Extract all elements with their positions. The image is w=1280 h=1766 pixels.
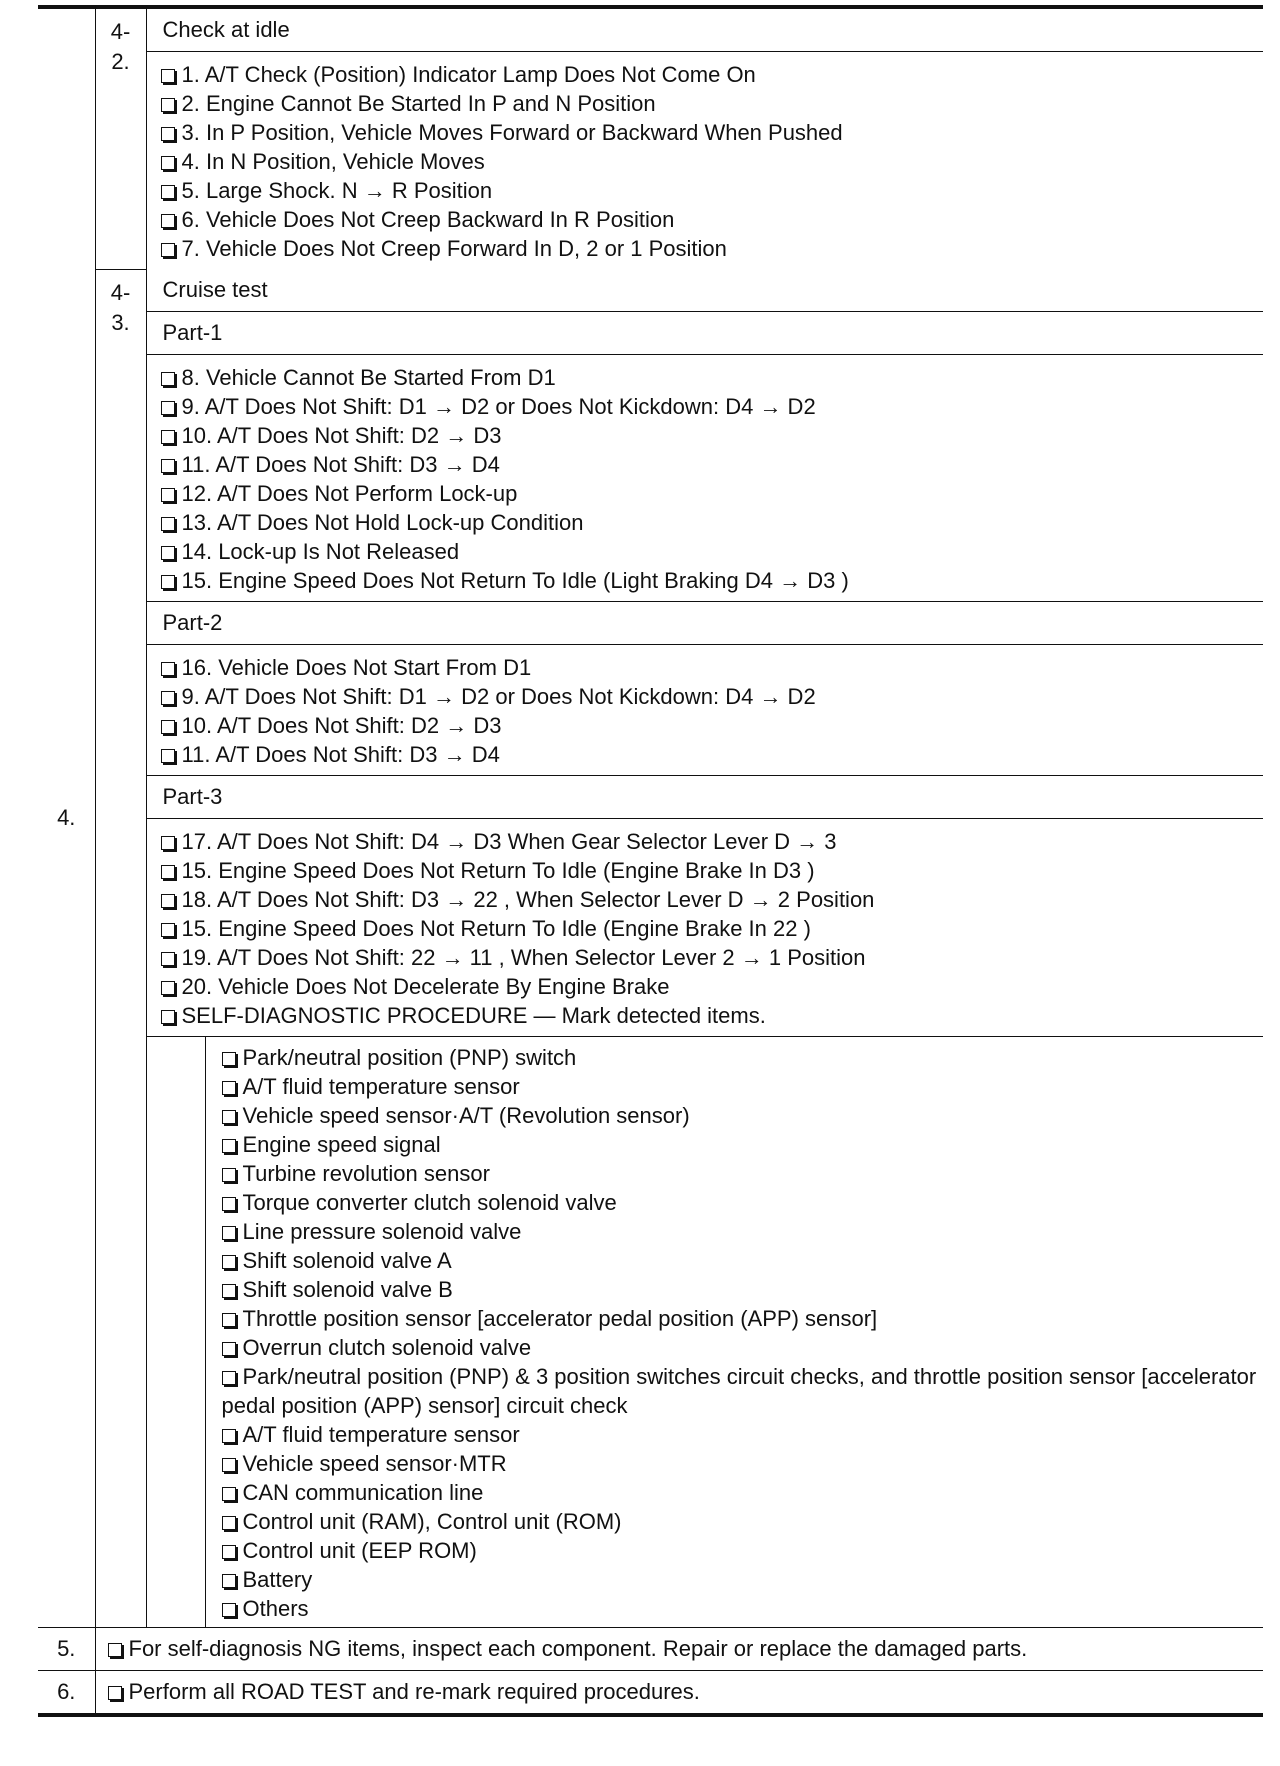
checkbox-icon[interactable] bbox=[161, 98, 175, 112]
checkbox-icon[interactable] bbox=[161, 459, 175, 473]
checkbox-icon[interactable] bbox=[161, 894, 175, 908]
checklist-item-text: 10. A/T Does Not Shift: D2 → D3 bbox=[181, 713, 502, 738]
checklist-item bbox=[222, 1043, 1264, 1072]
idle-check-title: Check at idle bbox=[147, 9, 1264, 52]
cruise-test-title: Cruise test bbox=[147, 269, 1264, 312]
checklist-item bbox=[222, 1362, 1264, 1420]
checklist-item-text: Vehicle speed sensor·A/T (Revolution sensor) bbox=[242, 1103, 690, 1128]
checklist-item-text: CAN communication line bbox=[242, 1480, 484, 1505]
section-4-number: 4. bbox=[38, 7, 95, 1628]
checklist-item bbox=[222, 1333, 1264, 1362]
checklist-item-text: 9. A/T Does Not Shift: D1 → D2 or Does Not Kickdown: D4 → D2 bbox=[181, 394, 816, 419]
checkbox-icon[interactable] bbox=[161, 865, 175, 879]
checklist-item bbox=[161, 682, 1264, 711]
checklist-item bbox=[161, 972, 1264, 1001]
checkbox-icon[interactable] bbox=[222, 1255, 236, 1269]
checklist-item bbox=[222, 1101, 1264, 1130]
checklist-item bbox=[161, 363, 1264, 392]
checklist-item-text: Torque converter clutch solenoid valve bbox=[242, 1190, 617, 1215]
checkbox-icon[interactable] bbox=[222, 1139, 236, 1153]
checkbox-icon[interactable] bbox=[161, 488, 175, 502]
checkbox-icon[interactable] bbox=[108, 1686, 122, 1700]
checklist-item-text: A/T fluid temperature sensor bbox=[242, 1422, 520, 1447]
checkbox-icon[interactable] bbox=[161, 749, 175, 763]
checklist-item bbox=[161, 856, 1264, 885]
checklist-item-text: Engine speed signal bbox=[242, 1132, 441, 1157]
checkbox-icon[interactable] bbox=[161, 185, 175, 199]
checklist-item bbox=[222, 1507, 1264, 1536]
checkbox-icon[interactable] bbox=[161, 517, 175, 531]
checkbox-icon[interactable] bbox=[161, 952, 175, 966]
checklist-item-text: 13. A/T Does Not Hold Lock-up Condition bbox=[181, 510, 584, 535]
section-6-row bbox=[38, 1671, 1263, 1716]
checkbox-icon[interactable] bbox=[222, 1197, 236, 1211]
checklist-item bbox=[161, 450, 1264, 479]
checklist-item-text: 5. Large Shock. N → R Position bbox=[181, 178, 493, 203]
checkbox-icon[interactable] bbox=[161, 575, 175, 589]
checklist-item bbox=[161, 914, 1264, 943]
part-1-list bbox=[147, 355, 1264, 602]
checklist-item-text: 11. A/T Does Not Shift: D3 → D4 bbox=[181, 452, 500, 477]
checklist-item bbox=[222, 1594, 1264, 1623]
checklist-item-text: 17. A/T Does Not Shift: D4 → D3 When Gear Selector Lever D → 3 bbox=[181, 829, 837, 854]
checklist-item-text: 6. Vehicle Does Not Creep Backward In R Position bbox=[181, 207, 675, 232]
checklist-item-text: Shift solenoid valve A bbox=[242, 1248, 452, 1273]
part-3-title: Part-3 bbox=[147, 776, 1264, 819]
checklist-item bbox=[161, 205, 1264, 234]
checklist-item bbox=[222, 1188, 1264, 1217]
checklist-item bbox=[222, 1130, 1264, 1159]
checklist-item-text: Shift solenoid valve B bbox=[242, 1277, 453, 1302]
checkbox-icon[interactable] bbox=[222, 1458, 236, 1472]
checklist-item-text: 11. A/T Does Not Shift: D3 → D4 bbox=[181, 742, 500, 767]
checkbox-icon[interactable] bbox=[161, 691, 175, 705]
checklist-item bbox=[161, 711, 1264, 740]
checkbox-icon[interactable] bbox=[161, 401, 175, 415]
checklist-item bbox=[222, 1565, 1264, 1594]
checkbox-icon[interactable] bbox=[222, 1371, 236, 1385]
checklist-item-text: 2. Engine Cannot Be Started In P and N Position bbox=[181, 91, 656, 116]
part-2-list bbox=[147, 645, 1264, 776]
checkbox-icon[interactable] bbox=[161, 836, 175, 850]
checklist-item bbox=[161, 508, 1264, 537]
checkbox-icon[interactable] bbox=[161, 156, 175, 170]
checklist-item bbox=[161, 537, 1264, 566]
checklist-item-text: Others bbox=[242, 1596, 309, 1621]
part-2-title: Part-2 bbox=[147, 602, 1264, 645]
checkbox-icon[interactable] bbox=[222, 1574, 236, 1588]
idle-check-list bbox=[147, 52, 1264, 270]
checkbox-icon[interactable] bbox=[222, 1168, 236, 1182]
checklist-item-text: Park/neutral position (PNP) switch bbox=[242, 1045, 577, 1070]
checklist-item-text: 15. Engine Speed Does Not Return To Idle (Engine Brake In D3 ) bbox=[181, 858, 815, 883]
section-5-number: 5. bbox=[38, 1628, 95, 1671]
checklist-item-text: Turbine revolution sensor bbox=[242, 1161, 490, 1186]
subsection-4-3-label: 4- 3. bbox=[95, 269, 146, 1628]
checklist-item-text: 15. Engine Speed Does Not Return To Idle (Engine Brake In 22 ) bbox=[181, 916, 811, 941]
checklist-item-text: Battery bbox=[242, 1567, 313, 1592]
checkbox-icon[interactable] bbox=[161, 662, 175, 676]
checkbox-icon[interactable] bbox=[161, 1010, 175, 1024]
checklist-item-text: 18. A/T Does Not Shift: D3 → 22 , When Selector Lever D → 2 Position bbox=[181, 887, 875, 912]
checklist-item bbox=[161, 147, 1264, 176]
checklist-item-text: SELF-DIAGNOSTIC PROCEDURE — Mark detected items. bbox=[181, 1003, 766, 1028]
idle-check-block bbox=[147, 9, 1264, 269]
section-4-row-idle bbox=[38, 7, 1263, 269]
part-3-list bbox=[147, 819, 1264, 1037]
checklist-item bbox=[161, 653, 1264, 682]
checklist-item bbox=[222, 1217, 1264, 1246]
checklist-item bbox=[161, 176, 1264, 205]
checkbox-icon[interactable] bbox=[222, 1110, 236, 1124]
checkbox-icon[interactable] bbox=[161, 127, 175, 141]
checklist-item bbox=[161, 885, 1264, 914]
checklist-item bbox=[222, 1536, 1264, 1565]
checklist-item-text: 4. In N Position, Vehicle Moves bbox=[181, 149, 485, 174]
checklist-item-text: A/T fluid temperature sensor bbox=[242, 1074, 520, 1099]
checklist-item-text: Control unit (EEP ROM) bbox=[242, 1538, 477, 1563]
checkbox-icon[interactable] bbox=[222, 1226, 236, 1240]
checklist-item bbox=[161, 943, 1264, 972]
checklist-item-text: 15. Engine Speed Does Not Return To Idle (Light Braking D4 → D3 ) bbox=[181, 568, 849, 593]
subsection-4-2-label: 4- 2. bbox=[95, 7, 146, 269]
part-1-title: Part-1 bbox=[147, 312, 1264, 355]
checklist-item bbox=[161, 89, 1264, 118]
checkbox-icon[interactable] bbox=[161, 981, 175, 995]
checkbox-icon[interactable] bbox=[161, 720, 175, 734]
self-diagnostic-list bbox=[206, 1037, 1264, 1627]
checklist-item-text: 19. A/T Does Not Shift: 22 → 11 , When Selector Lever 2 → 1 Position bbox=[181, 945, 866, 970]
checklist-item bbox=[161, 566, 1264, 595]
checklist-item bbox=[222, 1449, 1264, 1478]
checklist-item bbox=[161, 421, 1264, 450]
checkbox-icon[interactable] bbox=[222, 1545, 236, 1559]
checklist-item bbox=[161, 740, 1264, 769]
checklist-item-text: 14. Lock-up Is Not Released bbox=[181, 539, 460, 564]
checklist-item bbox=[222, 1275, 1264, 1304]
road-test-table bbox=[38, 5, 1263, 1717]
checklist-item bbox=[222, 1304, 1264, 1333]
checklist-item bbox=[222, 1478, 1264, 1507]
checklist-item bbox=[222, 1072, 1264, 1101]
checkbox-icon[interactable] bbox=[222, 1284, 236, 1298]
checkbox-icon[interactable] bbox=[161, 69, 175, 83]
checklist-item-text: 3. In P Position, Vehicle Moves Forward or Backward When Pushed bbox=[181, 120, 843, 145]
section-4-row-cruise bbox=[38, 269, 1263, 1628]
checkbox-icon[interactable] bbox=[222, 1516, 236, 1530]
checkbox-icon[interactable] bbox=[222, 1429, 236, 1443]
checklist-item-text: 20. Vehicle Does Not Decelerate By Engine Brake bbox=[181, 974, 670, 999]
self-diagnostic-block bbox=[147, 1037, 1264, 1627]
checkbox-icon[interactable] bbox=[222, 1342, 236, 1356]
cruise-test-block bbox=[147, 269, 1264, 1627]
checklist-item bbox=[222, 1420, 1264, 1449]
checklist-item-text: Throttle position sensor [accelerator pedal position (APP) sensor] bbox=[242, 1306, 878, 1331]
checkbox-icon[interactable] bbox=[161, 214, 175, 228]
checklist-item bbox=[161, 118, 1264, 147]
checklist-item bbox=[222, 1246, 1264, 1275]
checklist-item-text: 1. A/T Check (Position) Indicator Lamp Does Not Come On bbox=[181, 62, 756, 87]
checkbox-icon[interactable] bbox=[222, 1603, 236, 1617]
checkbox-icon[interactable] bbox=[161, 243, 175, 257]
checklist-item bbox=[161, 479, 1264, 508]
checkbox-icon[interactable] bbox=[108, 1643, 122, 1657]
checklist-item bbox=[161, 827, 1264, 856]
checkbox-icon[interactable] bbox=[222, 1081, 236, 1095]
checkbox-icon[interactable] bbox=[222, 1052, 236, 1066]
section-6-text: Perform all ROAD TEST and re-mark required procedures. bbox=[128, 1679, 700, 1704]
checklist-item-text: 9. A/T Does Not Shift: D1 → D2 or Does Not Kickdown: D4 → D2 bbox=[181, 684, 816, 709]
checklist-item bbox=[222, 1159, 1264, 1188]
checkbox-icon[interactable] bbox=[161, 430, 175, 444]
checkbox-icon[interactable] bbox=[161, 923, 175, 937]
checklist-item-text: Vehicle speed sensor·MTR bbox=[242, 1451, 507, 1476]
section-6-number: 6. bbox=[38, 1671, 95, 1716]
checklist-item-text: 10. A/T Does Not Shift: D2 → D3 bbox=[181, 423, 502, 448]
checklist-item-text: 12. A/T Does Not Perform Lock-up bbox=[181, 481, 518, 506]
section-5-row bbox=[38, 1628, 1263, 1671]
checkbox-icon[interactable] bbox=[161, 372, 175, 386]
checklist-item-text: Park/neutral position (PNP) & 3 position switches circuit checks, and throttle position sensor [accelerator pedal position (APP) sensor] circuit check bbox=[221, 1364, 1257, 1418]
checklist-item-text: Control unit (RAM), Control unit (ROM) bbox=[242, 1509, 622, 1534]
checklist-item-text: Line pressure solenoid valve bbox=[242, 1219, 522, 1244]
section-5-text: For self-diagnosis NG items, inspect each component. Repair or replace the damaged parts. bbox=[128, 1636, 1028, 1661]
checklist-sheet bbox=[38, 0, 1263, 1717]
checklist-item bbox=[161, 234, 1264, 263]
checklist-item-text: Overrun clutch solenoid valve bbox=[242, 1335, 532, 1360]
checkbox-icon[interactable] bbox=[161, 546, 175, 560]
checklist-item bbox=[161, 60, 1264, 89]
checkbox-icon[interactable] bbox=[222, 1313, 236, 1327]
checkbox-icon[interactable] bbox=[222, 1487, 236, 1501]
checklist-item-text: 8. Vehicle Cannot Be Started From D1 bbox=[181, 365, 556, 390]
checklist-item-text: 7. Vehicle Does Not Creep Forward In D, 2 or 1 Position bbox=[181, 236, 727, 261]
checklist-item-text: 16. Vehicle Does Not Start From D1 bbox=[181, 655, 532, 680]
checklist-item bbox=[161, 1001, 1264, 1030]
checklist-item bbox=[161, 392, 1264, 421]
